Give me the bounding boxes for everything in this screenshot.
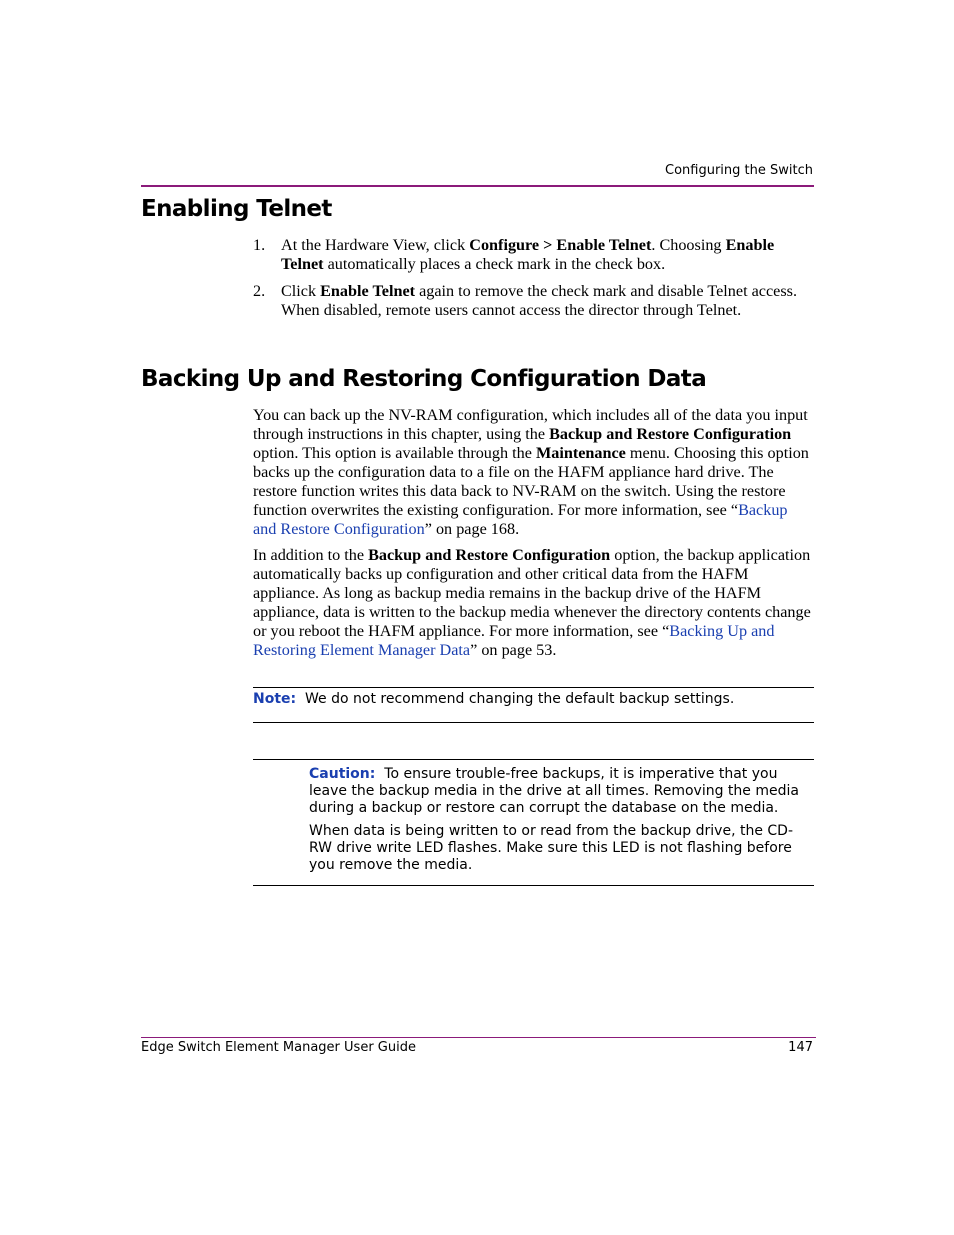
caution: [309, 766, 814, 880]
section-title-telnet: Enabling Telnet: [141, 196, 332, 222]
running-header: Configuring the Switch: [665, 163, 813, 178]
caution-top-rule: [253, 759, 814, 760]
list-item: 1. At the Hardware View, click Configure > Enable Telnet. Choosing Enable Telnet automatically places a check mark in the check box.: [253, 236, 775, 273]
backup-body: [253, 406, 813, 667]
link-backup-restore-config[interactable]: Backup and Restore Configuration: [253, 501, 788, 538]
note-bottom-rule: [253, 722, 814, 723]
paragraph: You can back up the NV-RAM configuration, which includes all of the data you input through instructions in this chapter, using the Backup and Restore Configuration option. This option is available through the Maintenance menu. Choosing this option backs up the configuration data to a file on the HAFM appliance hard drive. The restore function writes this data back to NV-RAM on the switch. Using the restore function overwrites the existing configuration. For more information, see “Backup and Restore Configuration” on page 168.: [253, 406, 809, 538]
note-text: We do not recommend changing the default backup settings.: [305, 691, 735, 707]
telnet-steps: [253, 236, 813, 328]
header-rule: [141, 185, 814, 187]
note-label: Note:: [253, 691, 297, 707]
footer-page-number: 147: [788, 1040, 813, 1055]
footer-rule: [141, 1037, 816, 1038]
list-item: 2. Click Enable Telnet again to remove the check mark and disable Telnet access. When disabled, remote users cannot access the director through Telnet.: [253, 282, 797, 319]
caution-bottom-rule: [253, 885, 814, 886]
section-title-backup: Backing Up and Restoring Configuration Data: [141, 366, 707, 392]
paragraph: In addition to the Backup and Restore Configuration option, the backup application automatically backs up configuration and other critical data from the HAFM appliance. As long as backup media remains in the backup drive of the HAFM appliance, data is written to the backup media whenever the directory contents change or you reboot the HAFM appliance. For more information, see “Backing Up and Restoring Element Manager Data” on page 53.: [253, 546, 811, 659]
caution-label: Caution:: [309, 766, 376, 782]
footer-book-title: Edge Switch Element Manager User Guide: [141, 1040, 416, 1055]
paragraph: When data is being written to or read from the backup drive, the CD-RW drive write LED flashes. Make sure this LED is not flashing before you remove the media.: [309, 823, 794, 873]
paragraph: Caution: To ensure trouble-free backups, it is imperative that you leave the backup media in the drive at all times. Removing the media during a backup or restore can corrupt the database on the media.: [309, 766, 799, 816]
note-top-rule: [253, 687, 814, 688]
link-backing-up-element-manager-data[interactable]: Backing Up and Restoring Element Manager Data: [253, 622, 775, 659]
note: [253, 690, 813, 708]
